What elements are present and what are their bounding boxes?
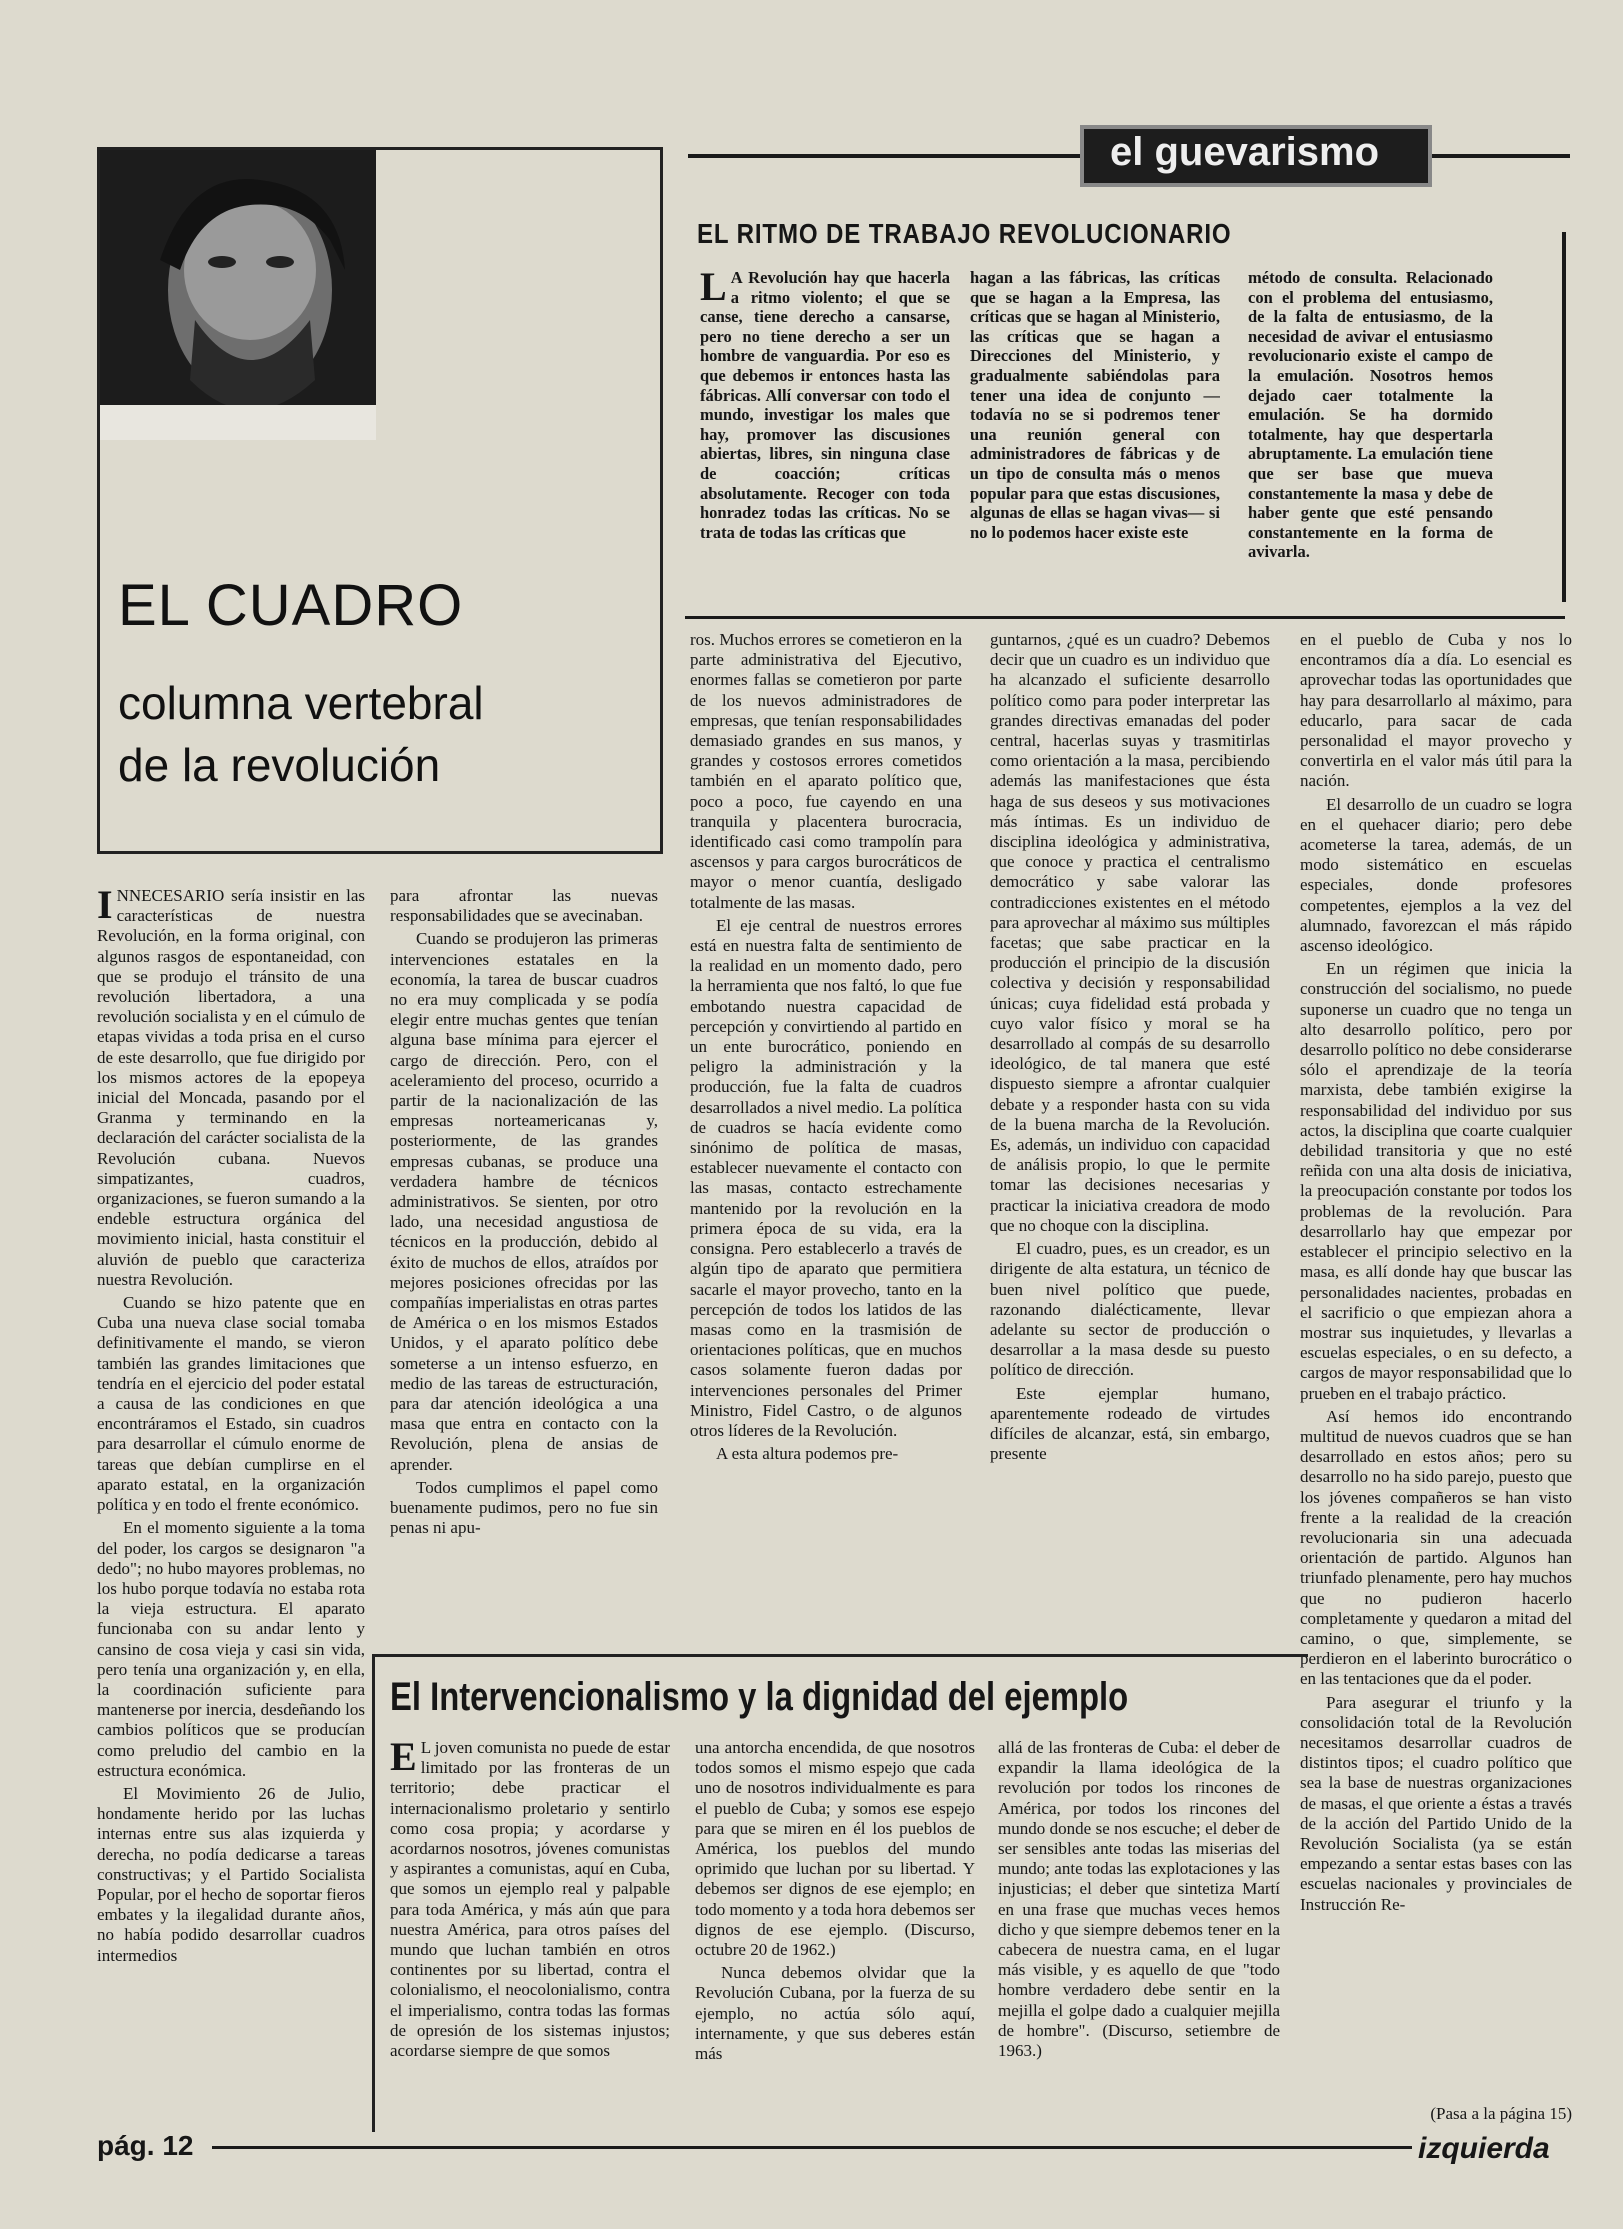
cuadro-col1-p2: Cuando se hizo patente que en Cuba una nueva clase social tomaba definitivamente el mando, se vieron también las grandes limitaciones que tendría en el ejercicio del poder estatal a causa de las condiciones en que encontráramos el Estado, sin cuadros para desarrollar el cúmulo enorme de tareas que debían cumplirse en el aparato estatal, en la organización política y en todo el frente económico. [97,1293,365,1515]
cuadro-col4-p2: El cuadro, pues, es un creador, es un dirigente de alta estatura, un técnico de buen nivel político que puede, razonando dialécticamente, llevar adelante su sector de producción o desarrollar a la masa desde su puesto político de dirección. [990,1239,1270,1380]
cuadro-column-5 [1300,630,1572,2108]
footer-rule [212,2146,1412,2149]
cuadro-col5-p1: en el pueblo de Cuba y nos lo encontramos día a día. Lo esencial es aprovechar todas las oportunidades que hay para desarrollarlo al máximo, para educarlo, para sacar de cada personalidad el mayor provecho y convertirla en el valor más útil para la nación. [1300,630,1572,791]
cuadro-col3-p1: ros. Muchos errores se cometieron en la parte administrativa del Ejecutivo, enormes fallas se cometieron por parte de los nuevos administradores de empresas, que tenían responsabilidades demasiado grandes en sus manos, y grandes y costosos errores cometidos también en el aparato político que, poco a poco, fue cayendo en una tranquila y placentera burocracia, identificado casi como trampolín para ascensos y para cargos burocráticos de mayor o menor cuantía, desligado totalmente de las masas. [690,630,962,912]
int-column-1 [390,1738,670,2110]
cuadro-col5-p5: Para asegurar el triunfo y la consolidación total de la Revolución necesitamos desarrollar cuadros de distintos tipos; el cuadro político que sea la base de nuestras organizaciones de masas, el que oriente a éstas a través de la acción del Partido Unido de la Revolución Socialista (ya se están empezando a sentar estas bases con las escuelas nacionales y provinciales de Instrucción Re- [1300,1692,1572,1914]
ritmo-heading: EL RITMO DE TRABAJO REVOLUCIONARIO [697,218,1232,249]
tag-rule-right [1430,154,1570,158]
continue-note: (Pasa a la página 15) [1430,2104,1572,2123]
intervencionalismo-heading: El Intervencionalismo y la dignidad del ejemplo [390,1675,1129,1719]
cuadro-col4-p1: guntarnos, ¿qué es un cuadro? Debemos decir que un cuadro es un individuo que ha alcanzado el suficiente desarrollo político como para poder interpretar las grandes directivas emanadas del poder central, hacerlas suyas y trasmitirlas como orientación a la masa, percibiendo además las manifestaciones que ésta haga de sus deseos y sus motivaciones más íntimas. Es un individuo de disciplina ideológica y administrativa, que conoce y practica el centralismo democrático y sabe valorar las contradicciones existentes en el método para aprovechar al máximo sus múltiples facetas; que sabe practicar en la producción el principio de la discusión colectiva y decisión y responsabilidad únicas; cuya fidelidad está probada y cuyo valor físico y moral se ha desarrollado al compás de su desarrollo ideológico, de tal manera que esté dispuesto siempre a afrontar cualquier debate y a responder hasta con su vida de la buena marcha de la Revolución. Es, además, un individuo con capacidad de análisis propio, lo que le permite tomar las decisiones necesarias y practicar la iniciativa creadora de modo que no choque con la disciplina. [990,630,1270,1235]
subheadline-line-2: de la revolución [118,739,441,791]
tag-rule-left [688,154,1082,158]
cuadro-col5-p3: En un régimen que inicia la construcción del socialismo, no puede suponerse un cuadro que no tenga un alto desarrollo político, pero por desarrollo político no debe considerarse sólo el aprendizaje de la teoría marxista, debe también exigirse la responsabilidad del individuo por sus actos, la disciplina que coarte cualquier debilidad transitoria y que no esté reñida con una alta dosis de iniciativa, la preocupación constante por todos los problemas de la revolución. Para desarrollarlo hay que empezar por establecer el principio selectivo en la masa, es allí donde hay que buscar las personalidades nacientes, probadas en el sacrificio o que empiezan ahora a mostrar sus inquietudes, y llevarlas a escuelas especiales, o en su defecto, a cargos de mayor responsabilidad que lo prueben en el trabajo práctico. [1300,959,1572,1403]
cuadro-column-1 [97,886,365,2108]
ritmo-column-2 [970,268,1220,598]
cuadro-column-4 [990,630,1270,1636]
ritmo-col2-text: hagan a las fábricas, las críticas que se hagan a la Empresa, las críticas que se hagan al Ministerio, las críticas que se hagan a Direcciones del Ministerio, y gradualmente sabiéndolas para tener una idea de conjunto —todavía no se si podremos tener una reunión general con administradores de fábricas y de un tipo de consulta más o menos popular para que estas discusiones, algunas de ellas se hagan vivas— si no lo podemos hacer existe este [970,268,1220,542]
page-number: pág. 12 [97,2130,194,2161]
portrait-photo-icon [100,150,376,440]
int-column-3 [998,1738,1280,2110]
cuadro-col4-p3: Este ejemplar humano, aparentemente rodeado de virtudes difíciles de alcanzar, está, sin embargo, presente [990,1383,1270,1464]
portrait-photo [100,150,376,440]
int-col1-text: EL joven comunista no puede de estar limitado por las fronteras de un territorio; debe practicar el internacionalismo proletario y sentirlo como cosa propia; y acordarse y acordarnos nosotros, jóvenes comunistas y aspirantes a comunistas, aquí en Cuba, que somos un ejemplo real y palpable para toda América, y más aún que para nuestra América, para otros países del mundo que luchan también en otros continentes por su libertad, contra el colonialismo, el neocolonialismo, contra el imperialismo, contra todas las formas de opresión de los sistemas injustos; acordarse siempre de que somos [390,1738,670,2061]
ritmo-col1-text: LA Revolución hay que hacerla a ritmo violento; el que se canse, tiene derecho a cansarse, pero no tiene derecho a ser un hombre de vanguardia. Por eso es que debemos ir entonces hasta las fábricas. Allí conversar con todo el mundo, investigar los males que hay, promover las discusiones abiertas, libres, sin ninguna clase de coacción; críticas absolutamente. Recoger con toda honradez todas las críticas. No se trata de todas las críticas que [700,268,950,542]
cuadro-column-3 [690,630,962,1636]
cuadro-column-2 [390,886,658,1636]
subheadline-line-1: columna vertebral [118,677,484,729]
int-col2-p2: Nunca debemos olvidar que la Revolución Cubana, por la fuerza de su ejemplo, no actúa sólo aquí, internamente, y que sus deberes están más [695,1963,975,2064]
cuadro-col1-p1: INNECESARIO sería insistir en las características de nuestra Revolución, en la forma original, con algunos rasgos de espontaneidad, con que se produjo el tránsito de una revolución libertadora, a una revolución socialista y en el cúmulo de etapas vividas a toda prisa en el curso de este desarrollo, que fue dirigido por los mismos actores de la epopeya inicial del Moncada, pasando por el Granma y terminando en la declaración del carácter socialista de la Revolución cubana. Nuevos simpatizantes, cuadros, organizaciones, se fueron sumando a la endeble estructura orgánica del movimiento inicial, hasta constituir el aluvión de pueblo que caracteriza nuestra Revolución. [97,886,365,1289]
cuadro-col5-p4: Así hemos ido encontrando multitud de nuevos cuadros que se han desarrollado en estos años; pero su desarrollo no ha sido parejo, puesto que los jóvenes compañeros se han visto frente a la realidad de la creación revolucionaria sin una adecuada orientación de partido. Algunos han triunfado plenamente, pero hay muchos que no pudieron hacerlo completamente y quedaron a mitad del camino, o que, simplemente, se perdieron en el laberinto burocrático o en las tentaciones que da el poder. [1300,1406,1572,1689]
int-col3-text: allá de las fronteras de Cuba: el deber de expandir la llama ideológica de la revolución por todos los rincones de América, por todos los rincones del mundo donde se nos escuche; el deber de ser sensibles ante todas las miserias del mundo; ante todas las explotaciones y las injusticias; el deber que sintetiza Martí en una frase que muchas veces hemos dicho y que siempre debemos tener en la cabecera de nuestra cama, en el lugar más visible, y es aquello de que "todo hombre verdadero debe sentir en la mejilla el golpe dado a cualquier mejilla de hombre". (Discurso, setiembre de 1963.) [998,1738,1280,2061]
cuadro-col5-p2: El desarrollo de un cuadro se logra en el quehacer diario; pero debe acometerse la tarea, además, de un modo sistemático en escuelas especiales, donde profesores competentes, ejemplos a la vez del alumnado, favorezcan el más rápido ascenso ideológico. [1300,794,1572,956]
ritmo-column-1 [700,268,950,598]
int-column-2 [695,1738,975,2110]
cuadro-col2-p2: Cuando se produjeron las primeras intervenciones estatales en la economía, la tarea de buscar cuadros no era muy complicada y se podía elegir entre muchas gentes que tenían alguna base mínima para ejercer el cargo de dirección. Pero, con el aceleramiento del proceso, ocurrido a partir de la nacionalización de las empresas norteamericanas y, posteriormente, de las grandes empresas cubanas, se produce una verdadera hambre de técnicos administrativos. Se sienten, por otro lado, una necesidad angustiosa de técnicos en la producción, debido al éxito de muchos de ellos, atraídos por mejores posiciones ofrecidas por las compañías imperialistas en otras partes de América o en los mismos Estados Unidos, y el aparato político debe someterse a un intenso esfuerzo, en medio de las tareas de estructuración, para dar atención ideológica a una masa que entra en contacto con la Revolución, plena de ansias de aprender. [390,929,658,1474]
cuadro-col1-p3: En el momento siguiente a la toma del poder, los cargos se designaron "a dedo"; no hubo mayores problemas, no los hubo porque todavía no estaba rota la vieja estructura. El aparato funcionaba con su andar lento y cansino de cosa vieja y casi sin vida, pero tenía una organización y, en ella, la coordinación suficiente para mantenerse por inercia, desdeñando los cambios políticos que se producían como preludio del cambio en la estructura económica. [97,1518,365,1780]
int-col2-p1: una antorcha encendida, de que nosotros todos somos el mismo espejo que cada uno de nosotros individualmente es para el pueblo de Cuba; y somos ese espejo para que se miren en él los pueblos de América, los pueblos del mundo oprimido que luchan por su libertad. Y debemos ser dignos de ese ejemplo; en todo momento y a toda hora debemos ser dignos de ese ejemplo. (Discurso, octubre 20 de 1962.) [695,1738,975,1960]
ritmo-col3-text: método de consulta. Relacionado con el problema del entusiasmo, de la falta de entusiasmo, de la necesidad de avivar el entusiasmo revolucionario existe el campo de la emulación. Nosotros hemos dejado caer totalmente la emulación. Se ha dormido totalmente, hay que despertarla abruptamente. La emulación tiene que ser base que mueva constantemente la masa y debe de haber gente que esté pensando constantemente en la forma de avivarla. [1248,268,1493,562]
magazine-name: izquierda [1418,2132,1550,2165]
cuadro-col2-p1: para afrontar las nuevas responsabilidades que se avecinaban. [390,886,658,926]
section-tag: el guevarismo [1110,130,1380,174]
ritmo-bottom-rule [685,616,1565,619]
cuadro-col3-p3: A esta altura podemos pre- [716,1444,899,1464]
main-subheadline [118,672,484,796]
main-headline: EL CUADRO [118,573,464,638]
cuadro-col3-p2: El eje central de nuestros errores está en nuestra falta de sentimiento de la realidad en un momento dado, pero la herramienta que nos faltó, lo que fue embotando nuestra capacidad de percepción y convirtiendo al partido en un ente burocrático, poniendo en peligro la administración y la producción, fue la falta de cuadros desarrollados a nivel medio. La política de cuadros se hacía evidente como sinónimo de política de masas, establecer nuevamente el contacto con las masas, contacto estrechamente mantenido por la revolución en la primera época de su vida, era la consigna. Pero establecerlo a través de algún tipo de aparato que permitiera sacarle el mayor provecho, tanto en la percepción de todos los latidos de las masas como en la trasmisión de orientaciones políticas, que en muchos casos solamente fueron dadas por intervenciones personales del Primer Ministro, Fidel Castro, o de algunos otros líderes de la Revolución. [690,915,962,1440]
ritmo-side-rule [1562,232,1566,602]
ritmo-column-3 [1248,268,1493,598]
cuadro-col2-p3: Todos cumplimos el papel como buenamente pudimos, pero no fue sin penas ni apu- [390,1477,658,1538]
cuadro-col1-p4: El Movimiento 26 de Julio, hondamente herido por las luchas internas entre sus alas izquierda y derecha, no podía dedicarse a tareas constructivas; y el Partido Socialista Popular, por el hecho de soportar fieros embates y la ilegalidad durante años, no había podido desarrollar cuadros intermedios [97,1783,365,1965]
